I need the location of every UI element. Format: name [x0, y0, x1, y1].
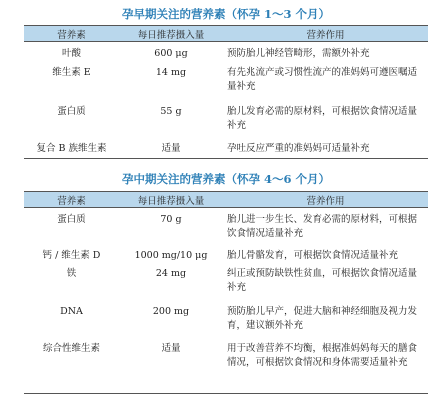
- nutrient-cell: 钙 / 维生素 D: [42, 249, 101, 261]
- header-amount: 每日推荐摄入量: [119, 26, 223, 42]
- mid-title: 孕中期关注的营养素（怀孕 4～6 个月）: [121, 172, 330, 186]
- amount-cell: 600 μg: [154, 48, 188, 59]
- nutrient-cell: 蛋白质: [57, 105, 86, 117]
- amount-cell: 1000 mg/10 μg: [134, 249, 208, 261]
- effect-cell: 纠正或预防缺铁性贫血，可根据饮食情况适量补充: [227, 267, 418, 293]
- nutrient-cell: 维生素 E: [52, 66, 91, 78]
- effect-cell: 孕吐反应严重的准妈妈可适量补充: [223, 141, 428, 159]
- nutrient-cell: 复合 B 族维生素: [24, 141, 119, 159]
- table-row: [24, 208, 428, 247]
- effect-cell: 用于改善营养不均衡，根据准妈妈每天的膳食情况，可根据饮食情况和身体需要适量补充: [223, 340, 428, 394]
- early-title: 孕早期关注的营养素（怀孕 1～3 个月）: [121, 7, 330, 21]
- header-nutrient: 营养素: [24, 26, 119, 42]
- mid-table: [24, 191, 428, 394]
- header-amount: 每日推荐摄入量: [119, 192, 223, 208]
- nutrient-cell: DNA: [60, 305, 83, 317]
- effect-cell: 有先兆流产或习惯性流产的准妈妈可遵医嘱适量补充: [227, 66, 418, 92]
- table-row: [24, 66, 428, 103]
- early-section: [24, 5, 428, 159]
- table-row: [24, 340, 428, 394]
- table-row: [24, 266, 428, 302]
- nutrient-cell: 铁: [66, 267, 77, 279]
- mid-header-row: [24, 192, 428, 208]
- effect-cell: 胎儿进一步生长、发育必需的原材料，可根据饮食情况适量补充: [227, 214, 418, 239]
- amount-cell: 适量: [119, 340, 223, 394]
- header-effect: 营养作用: [223, 26, 428, 42]
- amount-cell: 55 g: [160, 105, 182, 117]
- header-effect: 营养作用: [223, 192, 428, 208]
- early-table: [24, 25, 428, 159]
- amount-cell: 适量: [119, 141, 223, 159]
- nutrient-cell: 蛋白质: [57, 214, 86, 225]
- effect-cell: 预防胎儿神经管畸形，需额外补充: [227, 48, 370, 59]
- table-row: [24, 247, 428, 266]
- effect-cell: 胎儿骨骼发育，可根据饮食情况适量补充: [227, 249, 399, 261]
- header-nutrient: 营养素: [24, 192, 119, 208]
- amount-cell: 70 g: [160, 214, 182, 225]
- nutrient-cell: 叶酸: [61, 48, 81, 59]
- amount-cell: 24 mg: [155, 267, 187, 279]
- table-row: [24, 42, 428, 66]
- effect-cell: 预防胎儿早产，促进大脑和神经细胞及视力发育，建议额外补充: [227, 305, 418, 331]
- table-row: [24, 141, 428, 159]
- nutrient-cell: 综合性维生素: [24, 340, 119, 394]
- mid-section: [24, 170, 428, 394]
- table-row: [24, 103, 428, 141]
- amount-cell: 200 mg: [152, 305, 190, 317]
- effect-cell: 胎儿发育必需的原材料，可根据饮食情况适量补充: [227, 105, 418, 131]
- table-row: [24, 302, 428, 340]
- early-header-row: [24, 26, 428, 42]
- amount-cell: 14 mg: [155, 66, 187, 78]
